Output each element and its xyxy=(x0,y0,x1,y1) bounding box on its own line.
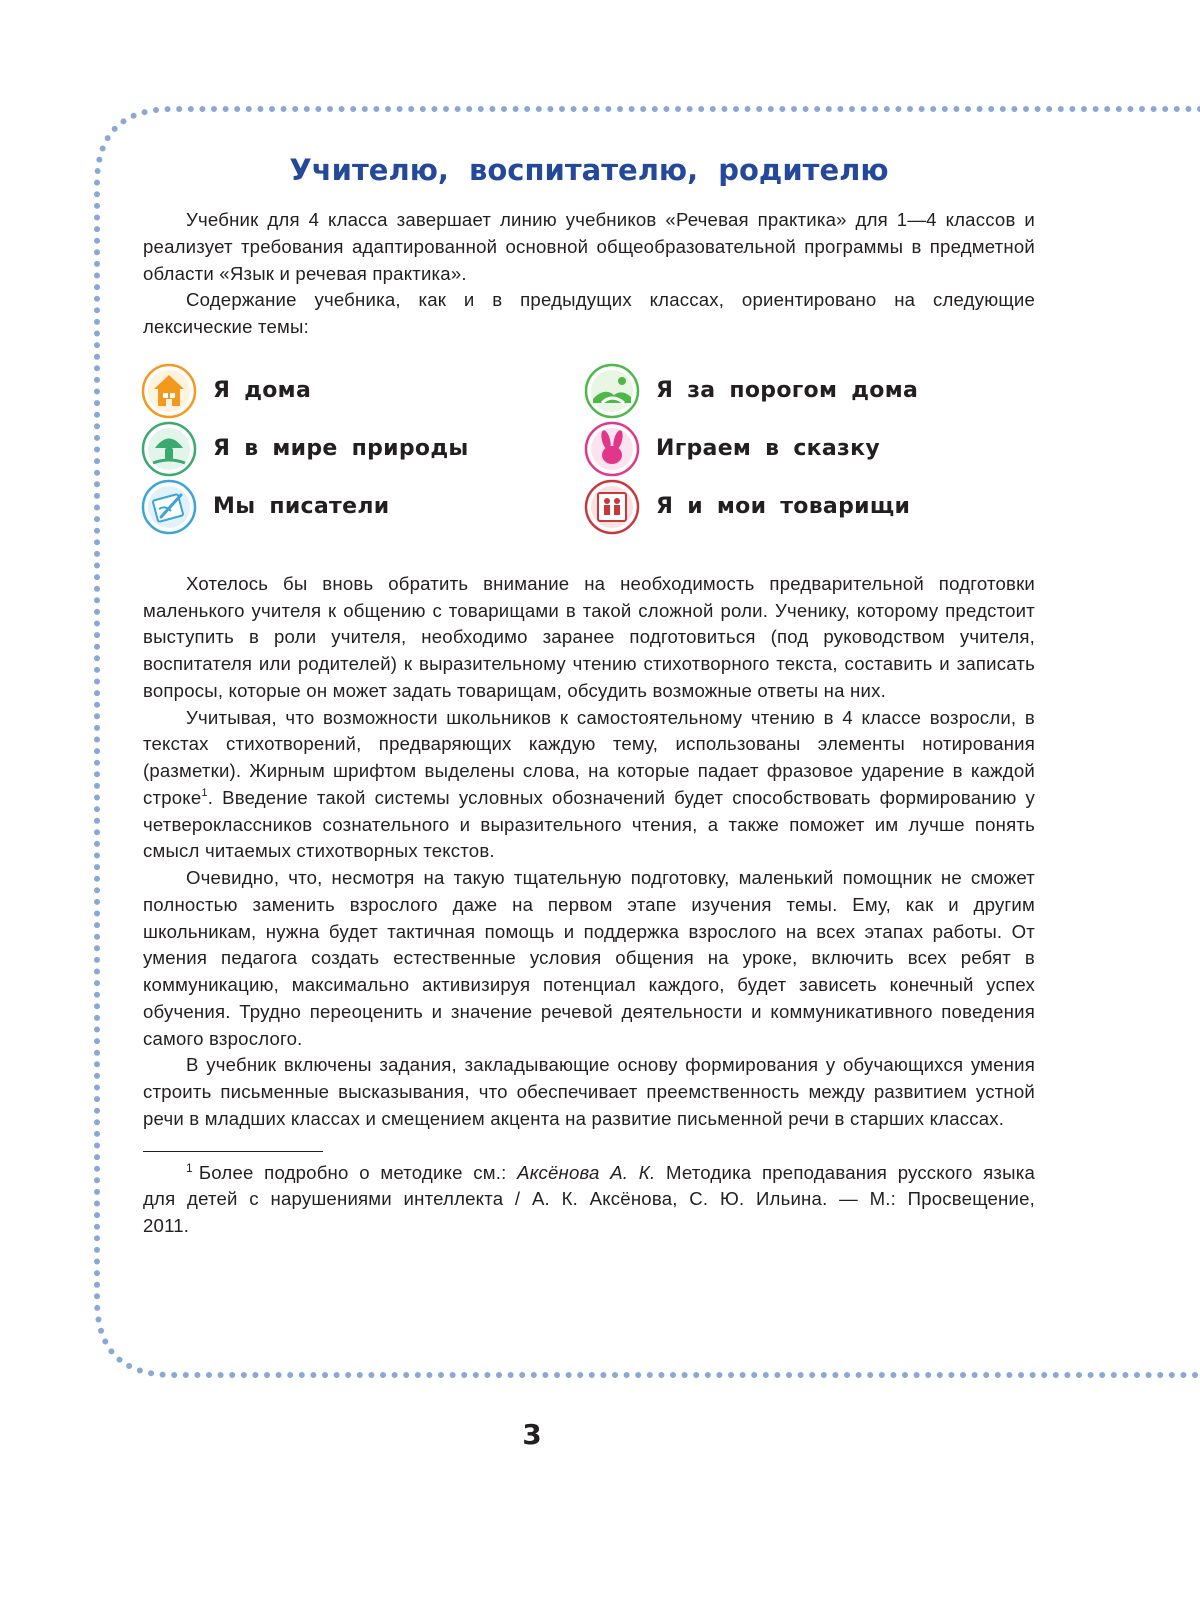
landscape-icon xyxy=(584,363,640,419)
body-paragraph: В учебник включены задания, закладывающие основу формирования у обучающихся умения строить письменные высказывания, что обеспечивает преемственность между развитием устной речи в младших классах и смещением акцента на развитие письменной речи в старших классах. xyxy=(143,1054,1035,1129)
topic-item xyxy=(141,421,469,477)
footnote-divider xyxy=(143,1151,323,1152)
topic-item xyxy=(141,479,389,535)
intro-paragraph: Содержание учебника, как и в предыдущих классах, ориентировано на следующие лексические темы: xyxy=(143,289,1035,337)
intro-paragraph: Учебник для 4 класса завершает линию учебников «Речевая практика» для 1—4 классов и реализует требования адаптированной основной общеобразовательной программы в предметной области «Язык и речевая практика». xyxy=(143,209,1035,284)
body-paragraph: Хотелось бы вновь обратить внимание на необходимость предварительной подготовки маленького учителя к общению с товарищами в такой сложной роли. Ученику, которому предстоит выступить в роли учителя, необходимо заранее подготовиться (под руководством учителя, воспитателя или родителей) к выразительному чтению стихотворного текста, составить и записать вопросы, которые он может задать товарищам, обсудить возможные ответы на них. xyxy=(143,572,1035,701)
friends-icon xyxy=(584,479,640,535)
paragraph-text: Учитывая, что возможности школьников к самостоятельному чтению в 4 классе возросли, в текстах стихотворений, предваряющих каждую тему, использованы элементы нотирования (разметки). Жирным шрифтом выделены слова, на которые падает фразовое ударение в каждой строке xyxy=(143,706,1035,808)
page-title: Учителю, воспитателю, родителю xyxy=(289,153,889,187)
topics-list xyxy=(141,359,1035,551)
footnote-lead: Более подробно о методике см.: xyxy=(198,1161,507,1183)
footnote-mark: 1 xyxy=(186,1160,193,1175)
mushroom-icon xyxy=(141,421,197,477)
topic-label: Играем в сказку xyxy=(656,436,881,462)
topic-label: Я в мире природы xyxy=(213,436,469,462)
topic-label: Мы писатели xyxy=(213,494,390,520)
topic-label: Я за порогом дома xyxy=(656,378,919,404)
topic-item xyxy=(584,363,918,419)
topic-item xyxy=(584,479,910,535)
topic-item xyxy=(141,363,311,419)
body-paragraph: Очевидно, что, несмотря на такую тщательную подготовку, маленький помощник не сможет полностью заменить взрослого даже на первом этапе изучения темы. Ему, как и другим школьникам, нужна будет тактичная помощь и поддержка взрослого на всех этапах работы. От умения педагога создать естественные условия общения на уроке, включить всех ребят в коммуникацию, максимально активизируя потенциал каждого, будет зависеть конечный успех обучения. Трудно переоценить и значение речевой деятельности и коммуникативного поведения самого взрослого. xyxy=(143,867,1035,1049)
footnote-author: Аксёнова А. К. xyxy=(517,1161,656,1183)
footnote xyxy=(143,1160,1035,1240)
footnote-reference: 1 xyxy=(201,786,208,799)
topic-label: Я и мои товарищи xyxy=(656,494,911,520)
body-paragraph xyxy=(143,705,1035,866)
topic-item xyxy=(584,421,880,477)
house-icon xyxy=(141,363,197,419)
page-content xyxy=(143,150,1035,1258)
topic-label: Я дома xyxy=(213,378,312,404)
page-number: 3 xyxy=(522,1418,542,1451)
writing-hand-icon xyxy=(141,479,197,535)
paragraph-text: . Введение такой системы условных обозначений будет способствовать формированию у четвероклассников сознательного и выразительного чтения, а также поможет им лучше понять смысл читаемых стихотворных текстов. xyxy=(143,786,1035,862)
footnote-rest: Методика преподавания русского языка для детей с нарушениями интеллекта / А. К. Аксёнова, С. Ю. Ильина. — М.: Просвещение, 2011. xyxy=(143,1161,1035,1236)
bunny-icon xyxy=(584,421,640,477)
